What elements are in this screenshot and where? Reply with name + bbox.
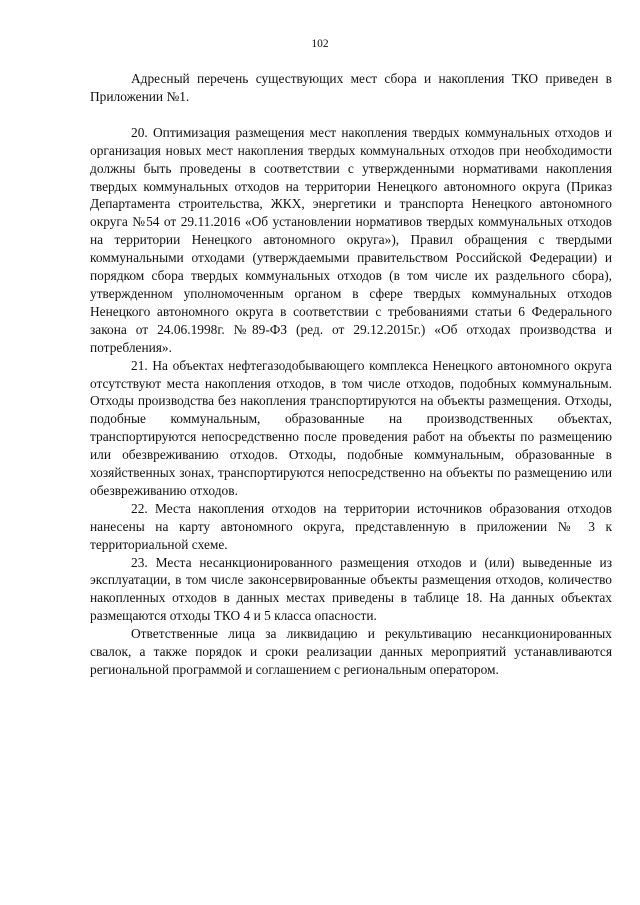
paragraph-20-optimization: 20. Оптимизация размещения мест накопления твердых коммунальных отходов и организация новых мест накопления твердых коммунальных отходов при необходимости должны быть проведены в соответствии с утвержденными нормативами накопления твердых коммунальных отходов на территории Ненецкого автономного округа (Приказ Департамента строительства, ЖКХ, энергетики и транспорта Ненецкого автономного округа №54 от 29.11.2016 «Об установлении нормативов твердых коммунальных отходов на территории Ненецкого автономного округа»), Правил обращения с твердыми коммунальными отходами (утверждаемыми правительством Российской Федерации) и порядком сбора твердых коммунальных отходов (в том числе их раздельного сбора), утвержденном уполномоченным органом в сфере твердых коммунальных отходов Ненецкого автономного округа в соответствии с требованиями статьи 6 Федерального закона от 24.06.1998г. №89-ФЗ (ред. от 29.12.2015г.) «Об отходах производства и потребления».: [90, 124, 612, 355]
page-number: 102: [311, 38, 329, 50]
document-body: [90, 70, 612, 679]
paragraph-21-oil-gas-complex: 21. На объектах нефтегазодобывающего комплекса Ненецкого автономного округа отсутствуют места накопления отходов, в том числе отходов, подобных коммунальным. Отходы производства без накопления транспортируются на объекты размещения. Отходы, подобные коммунальным, образованные на производственных объектах, транспортируются непосредственно после проведения работ на объекты по размещению или обезвреживанию отходов. Отходы, подобные коммунальным, образованные в хозяйственных зонах, транспортируются непосредственно на объекты по размещению или обезвреживанию отходов.: [90, 357, 612, 498]
paragraph-22-map-reference: 22. Места накопления отходов на территории источников образования отходов нанесены на карту автономного округа, представленную в приложении № 3 к территориальной схеме.: [90, 500, 612, 552]
paragraph-23-unauthorized-sites: 23. Места несанкционированного размещения отходов и (или) выведенные из эксплуатации, в том числе законсервированные объекты размещения отходов, количество накопленных отходов в данных местах приведены в таблице 18. На данных объектах размещаются отходы ТКО 4 и 5 класса опасности.: [90, 554, 612, 624]
paragraph-tko-address-list: Адресный перечень существующих мест сбора и накопления ТКО приведен в Приложении №1.: [90, 71, 612, 104]
paragraph-responsible-persons: Ответственные лица за ликвидацию и рекультивацию несанкционированных свалок, а также порядок и сроки реализации данных мероприятий устанавливаются региональной программой и соглашением с региональным оператором.: [90, 626, 612, 677]
